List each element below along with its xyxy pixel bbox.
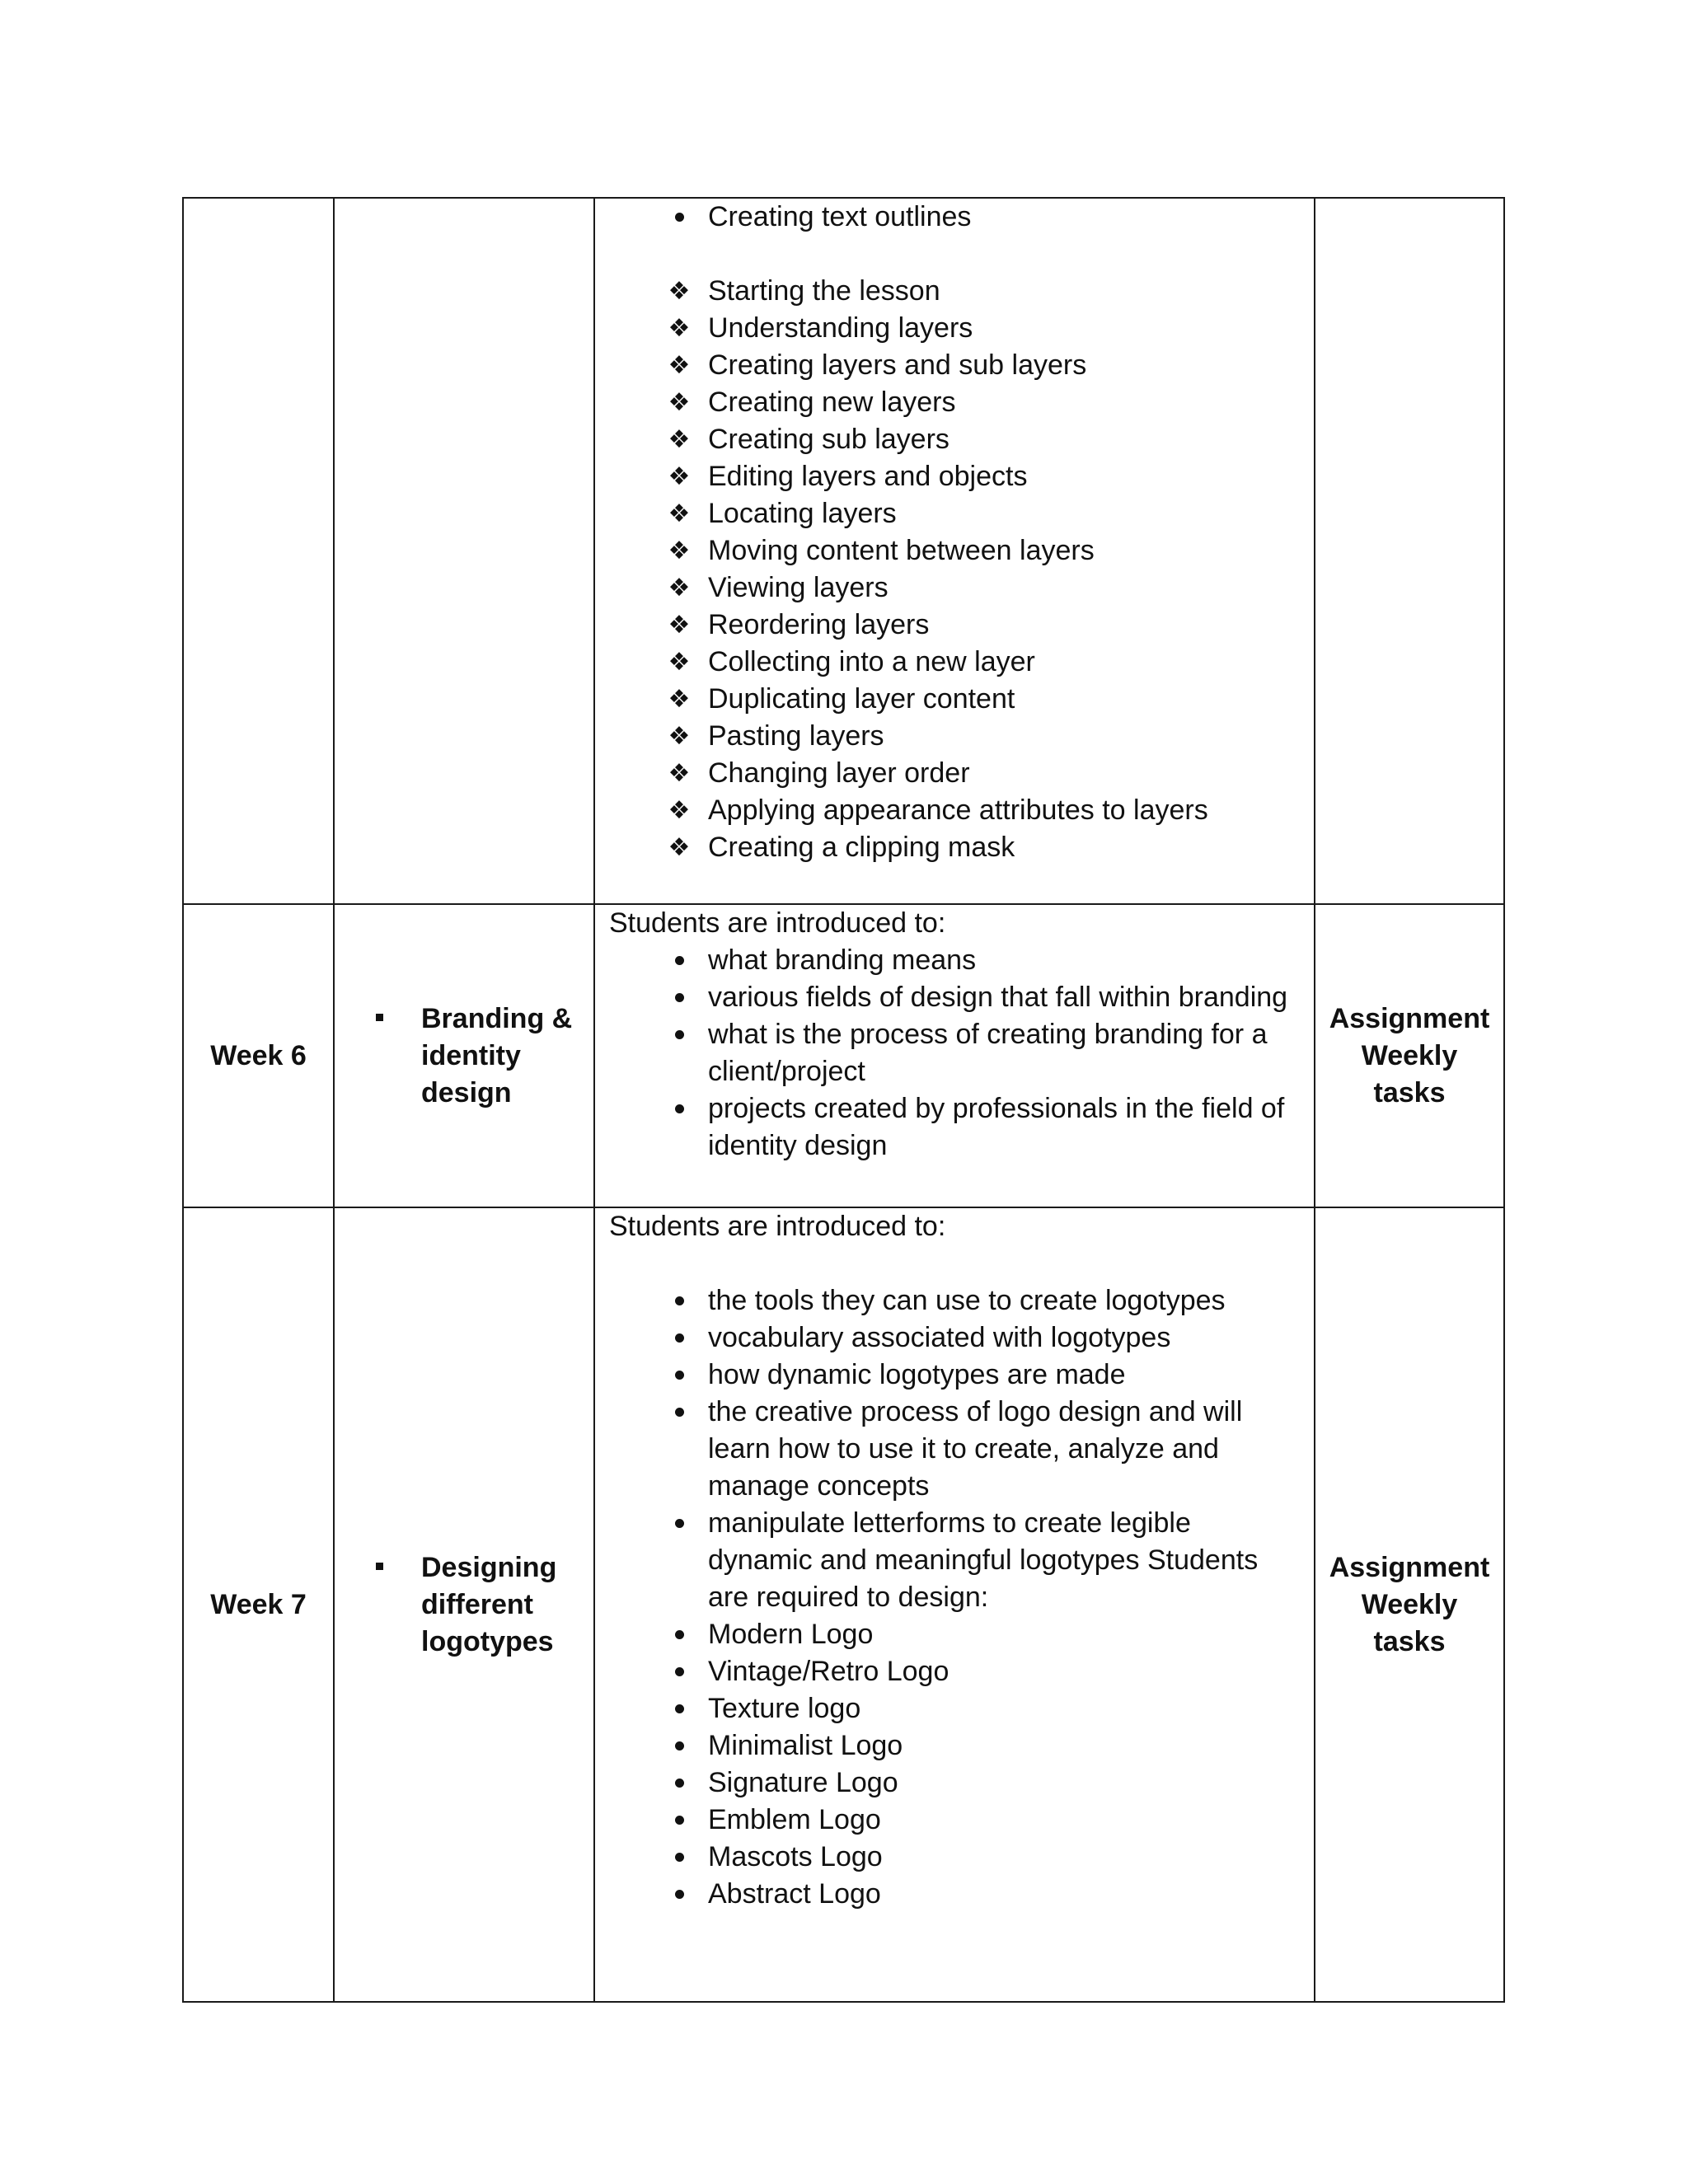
- diamond-list: [609, 273, 1299, 866]
- content-cell: [594, 904, 1315, 1207]
- list-item: projects created by professionals in the field of identity design: [609, 1090, 1299, 1165]
- week-cell-empty: [183, 198, 334, 904]
- list-item: ❖ Starting the lesson: [609, 273, 1299, 310]
- diamond-bullet-icon: ❖: [668, 723, 691, 750]
- list-item: ❖ Locating layers: [609, 495, 1299, 532]
- diamond-bullet-icon: ❖: [668, 315, 691, 342]
- list-item: Modern Logo: [609, 1616, 1299, 1653]
- intro-text: Students are introduced to:: [609, 907, 946, 939]
- bullet-icon: [665, 1690, 693, 1727]
- list-item: ❖ Viewing layers: [609, 569, 1299, 607]
- topic-cell: [334, 1207, 594, 2002]
- list-item: Vintage/Retro Logo: [609, 1653, 1299, 1690]
- task-line: tasks: [1373, 1076, 1446, 1108]
- topic-line: Branding &: [421, 1002, 573, 1034]
- square-bullet-icon: [376, 1563, 383, 1570]
- diamond-bullet-icon: ❖: [668, 797, 691, 824]
- list-item: Abstract Logo: [609, 1876, 1299, 1913]
- task-line: Assignment: [1329, 1551, 1490, 1583]
- diamond-bullet-icon: ❖: [668, 760, 691, 787]
- bullet-icon: [665, 1319, 693, 1357]
- table-row-week6: [183, 904, 1504, 1207]
- list-item: Mascots Logo: [609, 1839, 1299, 1876]
- diamond-bullet-icon: ❖: [668, 686, 691, 713]
- list-item: what branding means: [609, 942, 1299, 979]
- square-bullet-icon: [376, 1014, 383, 1021]
- diamond-bullet-icon: ❖: [668, 649, 691, 676]
- bullet-icon: [665, 199, 693, 236]
- list-item: how dynamic logotypes are made: [609, 1357, 1299, 1394]
- diamond-bullet-icon: ❖: [668, 352, 691, 379]
- list-item: ❖ Understanding layers: [609, 310, 1299, 347]
- task-line: Weekly: [1361, 1039, 1458, 1071]
- diamond-bullet-icon: ❖: [668, 834, 691, 861]
- list-item: ❖ Applying appearance attributes to layers: [609, 792, 1299, 829]
- list-item: Emblem Logo: [609, 1802, 1299, 1839]
- list-item: ❖ Changing layer order: [609, 755, 1299, 792]
- diamond-bullet-icon: ❖: [668, 426, 691, 453]
- table-row-continued: [183, 198, 1504, 904]
- bullet-icon: [665, 1090, 693, 1127]
- bullet-icon: [665, 942, 693, 979]
- bullet-list: [609, 942, 1299, 1165]
- topic-line: design: [421, 1076, 512, 1108]
- diamond-bullet-icon: ❖: [668, 500, 691, 527]
- week-label: Week 7: [183, 1207, 334, 2002]
- list-item: ❖ Duplicating layer content: [609, 681, 1299, 718]
- list-item: the tools they can use to create logotypes: [609, 1282, 1299, 1319]
- bullet-icon: [665, 1876, 693, 1913]
- topic-line: logotypes: [421, 1625, 554, 1657]
- bullet-icon: [665, 1016, 693, 1053]
- diamond-bullet-icon: ❖: [668, 278, 691, 305]
- task-line: Assignment: [1329, 1002, 1490, 1034]
- list-item: ❖ Pasting layers: [609, 718, 1299, 755]
- bullet-icon: [665, 1765, 693, 1802]
- task-line: Weekly: [1361, 1588, 1458, 1620]
- syllabus-table: [182, 197, 1505, 2003]
- bullet-icon: [665, 979, 693, 1016]
- bullet-icon: [665, 1394, 693, 1431]
- table-row-week7: [183, 1207, 1504, 2002]
- diamond-bullet-icon: ❖: [668, 537, 691, 565]
- task-line: tasks: [1373, 1625, 1446, 1657]
- list-item: Texture logo: [609, 1690, 1299, 1727]
- tasks-cell-empty: [1315, 198, 1504, 904]
- list-item: what is the process of creating branding for a client/project: [609, 1016, 1299, 1090]
- topic-line: identity: [421, 1039, 521, 1071]
- list-item: the creative process of logo design and will learn how to use it to create, analyze and manage concepts: [609, 1394, 1299, 1505]
- bullet-icon: [665, 1653, 693, 1690]
- bullet-icon: [665, 1839, 693, 1876]
- diamond-bullet-icon: ❖: [668, 463, 691, 490]
- bullet-icon: [665, 1282, 693, 1319]
- tasks-cell: [1315, 904, 1504, 1207]
- diamond-bullet-icon: ❖: [668, 612, 691, 639]
- diamond-bullet-icon: ❖: [668, 389, 691, 416]
- list-item: ❖ Reordering layers: [609, 607, 1299, 644]
- list-item: vocabulary associated with logotypes: [609, 1319, 1299, 1357]
- list-item: ❖ Creating a clipping mask: [609, 829, 1299, 866]
- bullet-icon: [665, 1727, 693, 1765]
- week-label: Week 6: [183, 904, 334, 1207]
- list-item: ❖ Editing layers and objects: [609, 458, 1299, 495]
- list-item: Creating text outlines: [609, 199, 1299, 236]
- bullet-icon: [665, 1616, 693, 1653]
- bullet-list: [609, 199, 1299, 236]
- list-item: Minimalist Logo: [609, 1727, 1299, 1765]
- tasks-cell: [1315, 1207, 1504, 2002]
- content-cell: [594, 1207, 1315, 2002]
- topic-cell-empty: [334, 198, 594, 904]
- bullet-list: [609, 1282, 1299, 1913]
- list-item: various fields of design that fall within branding: [609, 979, 1299, 1016]
- list-item: manipulate letterforms to create legible dynamic and meaningful logotypes Students are required to design:: [609, 1505, 1299, 1616]
- list-item: ❖ Creating sub layers: [609, 421, 1299, 458]
- list-item: ❖ Creating layers and sub layers: [609, 347, 1299, 384]
- topic-line: different: [421, 1588, 533, 1620]
- list-item: ❖ Moving content between layers: [609, 532, 1299, 569]
- list-item: ❖ Creating new layers: [609, 384, 1299, 421]
- list-item: Signature Logo: [609, 1765, 1299, 1802]
- intro-text: Students are introduced to:: [609, 1211, 946, 1242]
- bullet-icon: [665, 1505, 693, 1542]
- list-item: ❖ Collecting into a new layer: [609, 644, 1299, 681]
- bullet-icon: [665, 1357, 693, 1394]
- topic-line: Designing: [421, 1551, 557, 1583]
- content-cell-continued: [594, 198, 1315, 904]
- topic-cell: [334, 904, 594, 1207]
- bullet-icon: [665, 1802, 693, 1839]
- diamond-bullet-icon: ❖: [668, 574, 691, 602]
